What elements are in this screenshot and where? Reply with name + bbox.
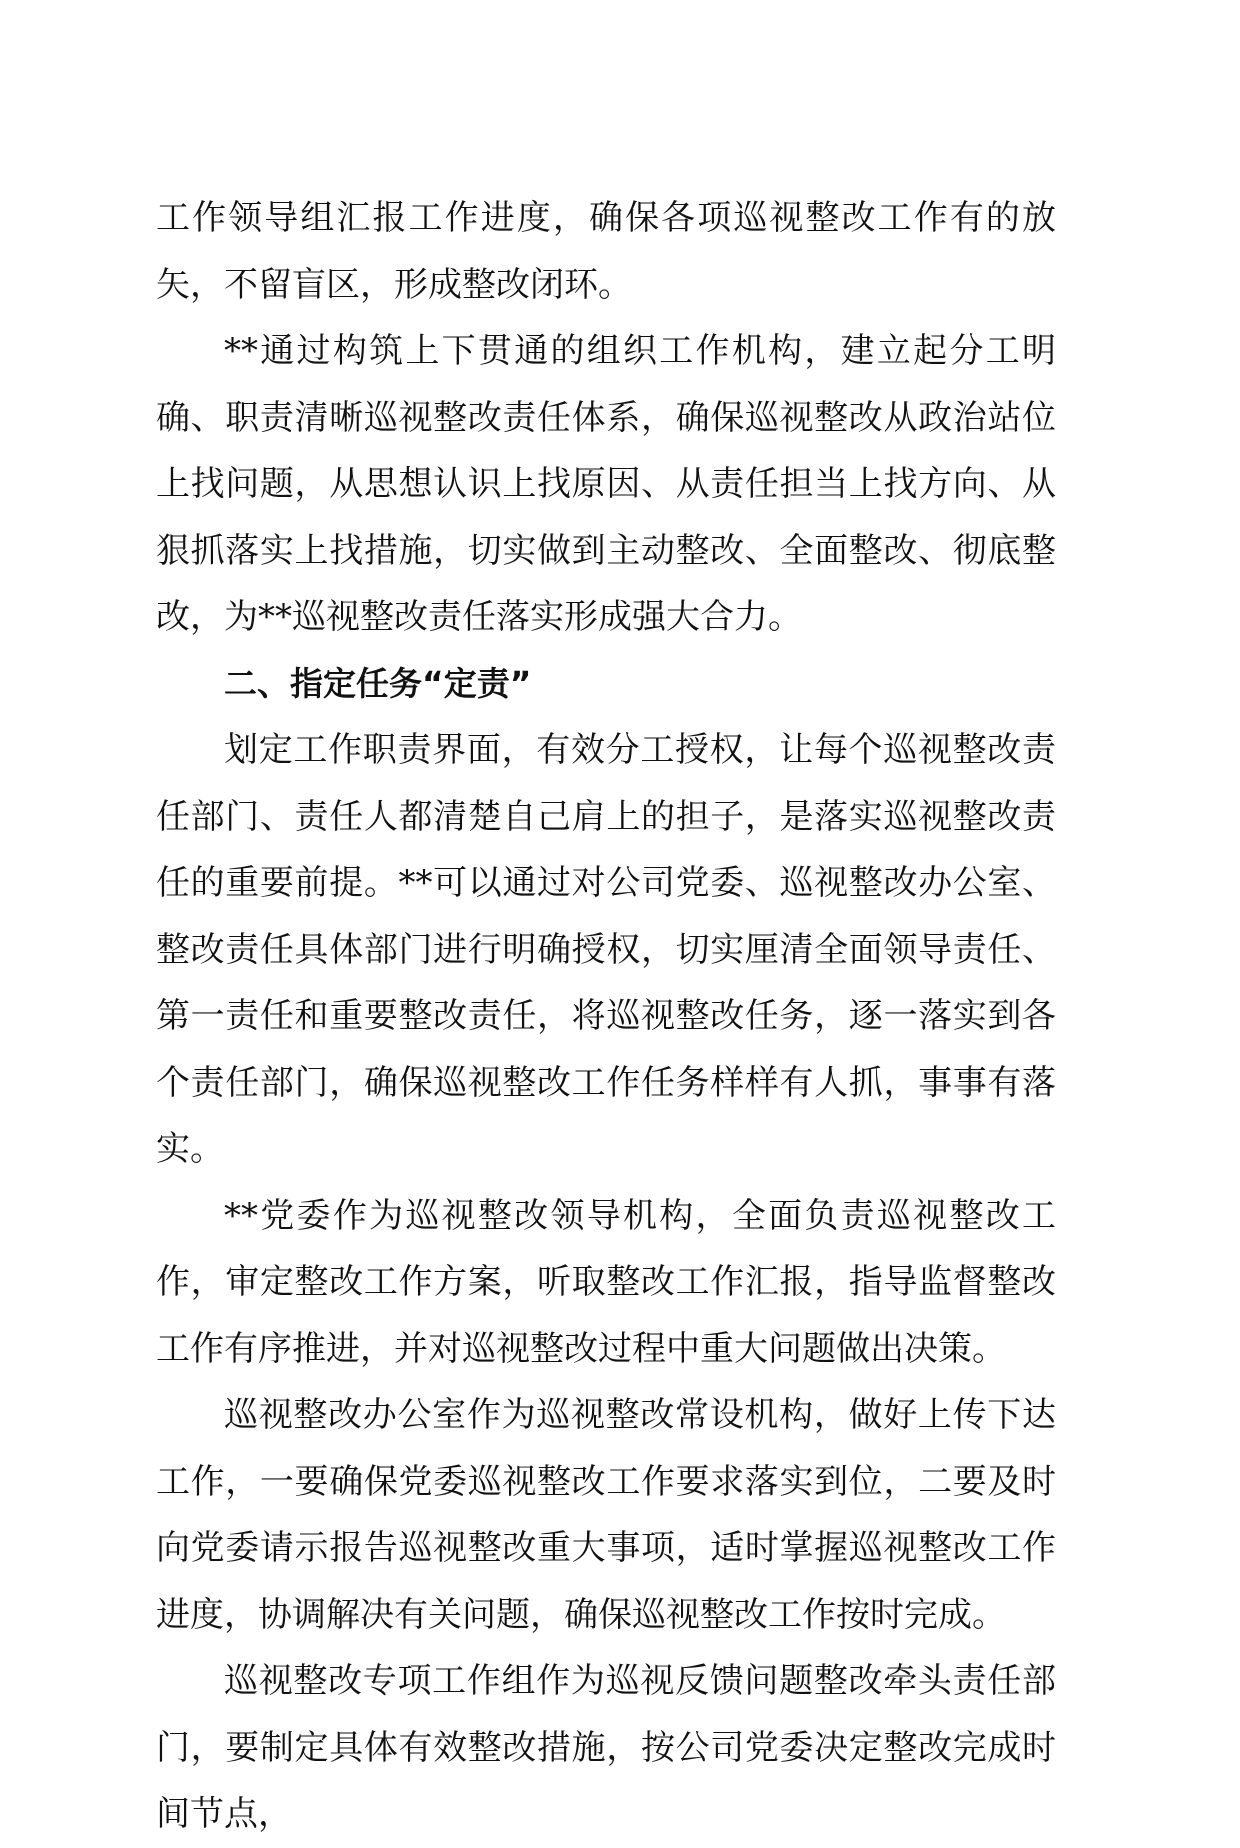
paragraph-party-committee: **党委作为巡视整改领导机构，全面负责巡视整改工作，审定整改工作方案，听取整改工作汇报，指导监督整改工作有序推进，并对巡视整改过程中重大问题做出决策。: [156, 1195, 1056, 1369]
paragraph-responsibility: 划定工作职责界面，有效分工授权，让每个巡视整改责任部门、责任人都清楚自己肩上的担子，是落实巡视整改责任的重要前提。**可以通过对公司党委、巡视整改办公室、整改责任具体部门进行明确授权，切实厘清全面领导责任、第一责任和重要整改责任，将巡视整改任务，逐一落实到各个责任部门，确保巡视整改工作任务样样有人抓，事事有落实。: [156, 730, 1056, 1169]
document-body: [156, 185, 1056, 1848]
paragraph-special-working-group: 巡视整改专项工作组作为巡视反馈问题整改牵头责任部门，要制定具体有效整改措施，按公司党委决定整改完成时间节点，: [156, 1661, 1056, 1834]
section-heading-2: 二、指定任务“定责”: [224, 663, 532, 703]
paragraph-continued: 工作领导组汇报工作进度，确保各项巡视整改工作有的放矢，不留盲区，形成整改闭环。: [156, 198, 1056, 305]
paragraph-organization: **通过构筑上下贯通的组织工作机构，建立起分工明确、职责清晰巡视整改责任体系，确保巡视整改从政治站位上找问题，从思想认识上找原因、从责任担当上找方向、从狠抓落实上找措施，切实做到主动整改、全面整改、彻底整改，为**巡视整改责任落实形成强大合力。: [156, 331, 1056, 637]
paragraph-rectification-office: 巡视整改办公室作为巡视整改常设机构，做好上传下达工作，一要确保党委巡视整改工作要求落实到位，二要及时向党委请示报告巡视整改重大事项，适时掌握巡视整改工作进度，协调解决有关问题，确保巡视整改工作按时完成。: [156, 1395, 1056, 1635]
